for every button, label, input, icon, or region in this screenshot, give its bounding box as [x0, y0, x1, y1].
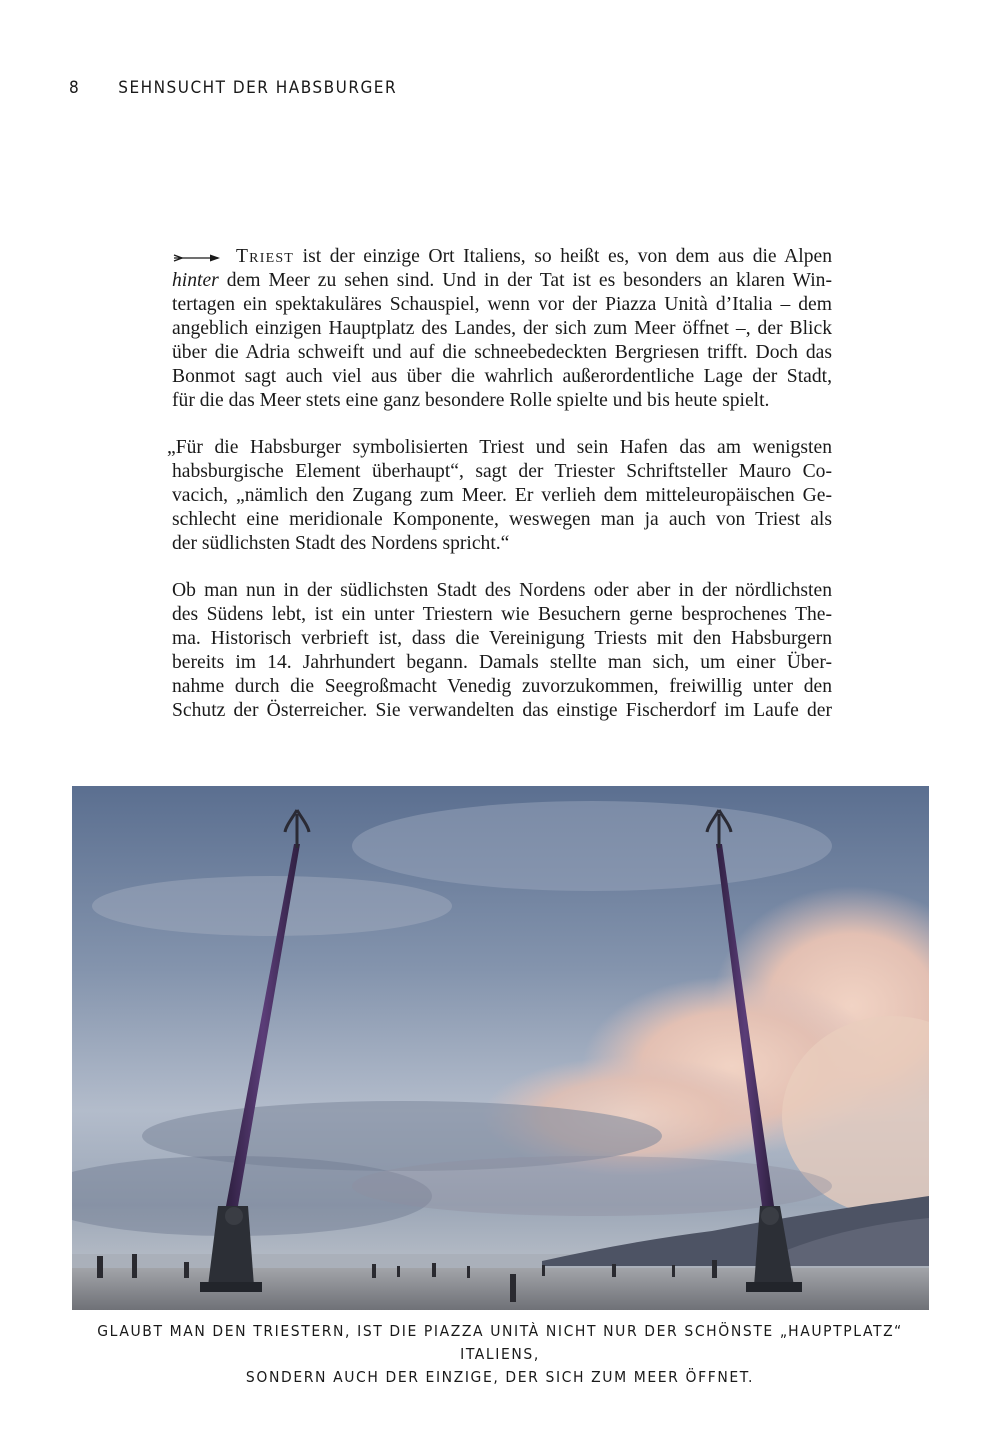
line-text: ist der einzige Ort Italiens, so heißt es, von dem aus die Alpen: [294, 246, 832, 267]
caption-line: GLAUBT MAN DEN TRIESTERN, IST DIE PIAZZA UNITÀ NICHT NUR DER SCHÖNSTE „HAUPTPLATZ“ ITALIENS,: [97, 1322, 903, 1363]
paragraph-line: „Für die Habsburger symbolisierten Triest und sein Hafen das am wenigsten: [167, 437, 832, 458]
paragraph-line: tertagen ein spektakuläres Schauspiel, wenn vor der Piazza Unità d’Italia – dem: [172, 294, 832, 315]
paragraph-line: [172, 269, 832, 293]
paragraph-line: habsburgische Element überhaupt“, sagt der Triester Schriftsteller Mauro Co-: [172, 461, 832, 482]
paragraph-line: [172, 245, 832, 269]
paragraph-line: Schutz der Österreicher. Sie verwandelten das einstige Fischerdorf im Laufe der: [172, 700, 832, 721]
paragraph-line: vacich, „nämlich den Zugang zum Meer. Er verlieh dem mitteleuropäischen Ge-: [172, 485, 832, 506]
caption-line: SONDERN AUCH DER EINZIGE, DER SICH ZUM MEER ÖFFNET.: [245, 1368, 755, 1386]
paragraph-line: ma. Historisch verbrieft ist, dass die Vereinigung Triests mit den Habsburgern: [172, 628, 832, 649]
paragraph-1: [172, 245, 832, 413]
paragraph-line: Bonmot sagt auch viel aus über die wahrlich außerordentliche Lage der Stadt,: [172, 366, 832, 387]
arrow-right-icon: [172, 253, 222, 263]
lead-word: Triest: [236, 246, 295, 267]
paragraph-line: schlecht eine meridionale Komponente, weswegen man ja auch von Triest als: [172, 509, 832, 530]
paragraph-line: nahme durch die Seegroßmacht Venedig zuvorzukommen, freiwillig unter den: [172, 676, 832, 697]
paragraph-line: der südlichsten Stadt des Nordens spricht.“: [172, 533, 510, 554]
italic-word: hinter: [172, 270, 219, 291]
paragraph-line: für die das Meer stets eine ganz besondere Rolle spielte und bis heute spielt.: [172, 390, 770, 411]
paragraph-line: angeblich einzigen Hauptplatz des Landes, der sich zum Meer öffnet –, der Blick: [172, 318, 832, 339]
running-head: [69, 78, 397, 98]
page-number: 8: [69, 78, 81, 98]
photo-caption: [60, 1320, 940, 1389]
paragraph-line: Ob man nun in der südlichsten Stadt des Nordens oder aber in der nördlichsten: [172, 580, 832, 601]
paragraph-line: über die Adria schweift und auf die schneebedeckten Bergriesen trifft. Doch das: [172, 342, 832, 363]
paragraph-line: bereits im 14. Jahrhundert begann. Damals stellte man sich, um einer Über-: [172, 652, 832, 673]
line-text: dem Meer zu sehen sind. Und in der Tat ist es besonders an klaren Win-: [218, 270, 832, 291]
paragraph-3: [172, 579, 832, 723]
paragraph-2: [167, 436, 832, 556]
article-body: [167, 245, 832, 746]
piazza-photo: [72, 786, 929, 1310]
paragraph-line: des Südens lebt, ist ein unter Triestern wie Besuchern gerne besprochenes The-: [172, 604, 832, 625]
running-title: SEHNSUCHT DER HABSBURGER: [118, 78, 398, 98]
